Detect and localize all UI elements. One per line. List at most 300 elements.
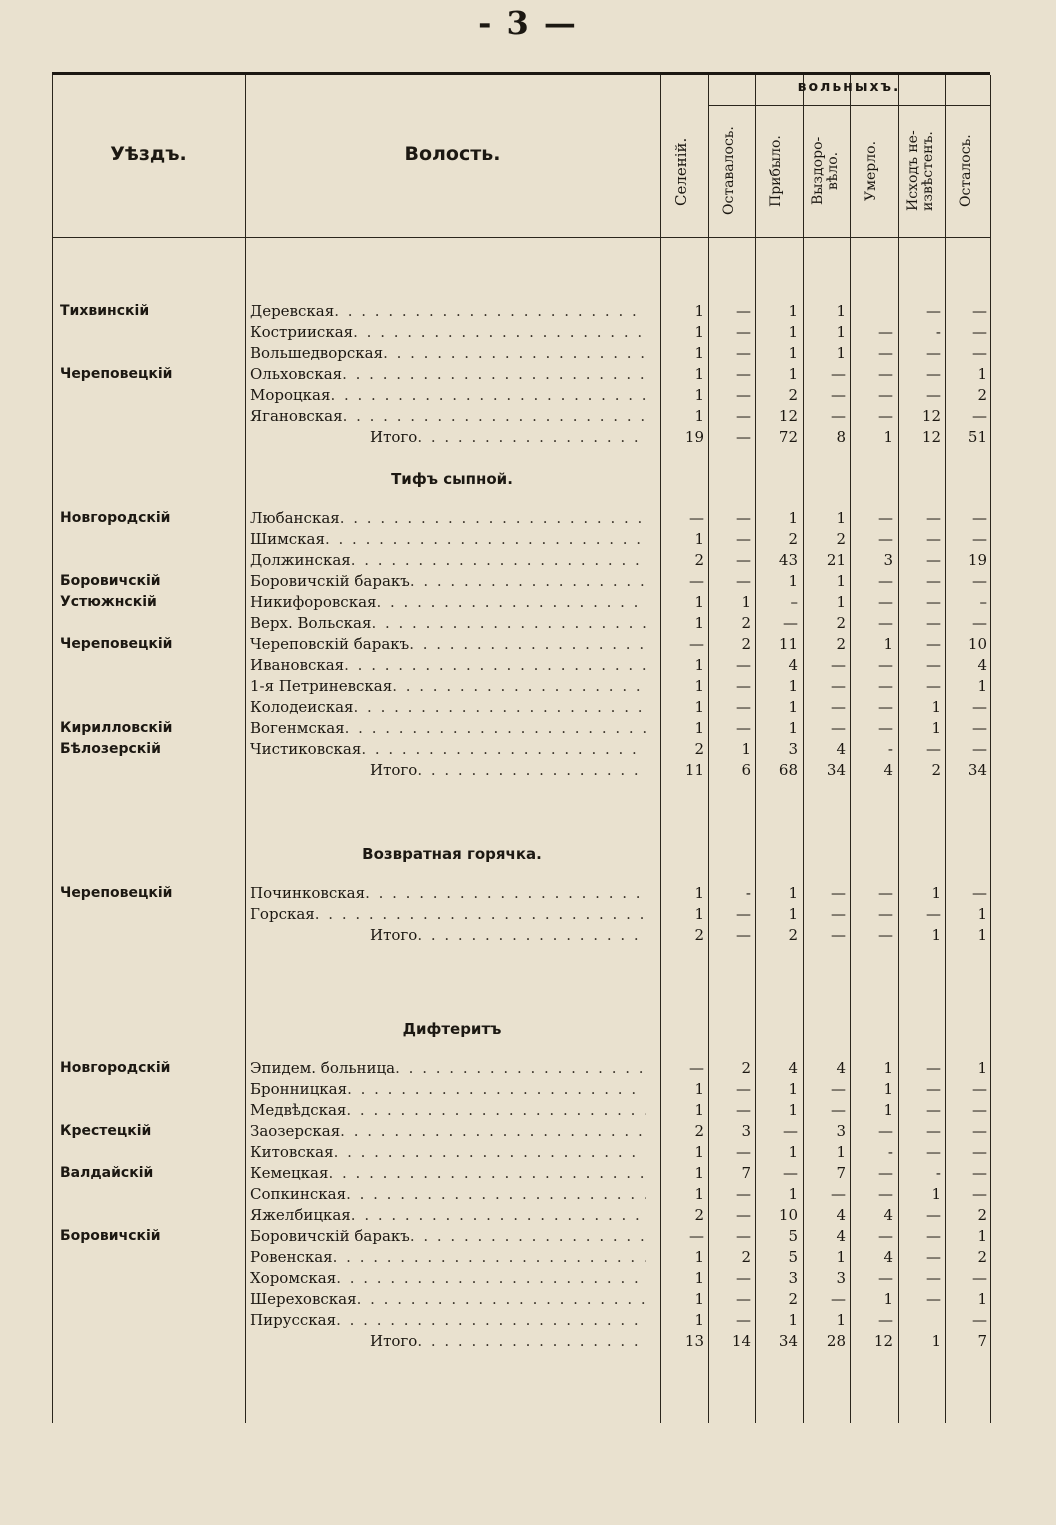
volost-cell: Шимская xyxy=(250,530,325,548)
volost-cell: Ровенская xyxy=(250,1248,333,1266)
value-cell: 4 xyxy=(836,1059,846,1077)
value-cell: 1 xyxy=(883,1290,893,1308)
leader-dots xyxy=(417,427,646,448)
leader-dots xyxy=(383,343,646,364)
value-cell: — xyxy=(736,323,751,341)
uezd-cell: Тихвинскій xyxy=(60,303,150,319)
value-cell: — xyxy=(972,614,987,632)
value-cell: — xyxy=(878,509,893,527)
volost-cell: Починковская xyxy=(250,884,366,902)
value-cell: — xyxy=(972,572,987,590)
leader-dots xyxy=(342,364,646,385)
value-cell: — xyxy=(878,365,893,383)
value-cell: 1 xyxy=(977,677,987,695)
value-cell: — xyxy=(972,509,987,527)
value-cell: 11 xyxy=(778,635,798,653)
table-row xyxy=(52,1268,990,1289)
value-cell: 1 xyxy=(788,1143,798,1161)
value-cell: — xyxy=(736,698,751,716)
leader-dots xyxy=(354,697,647,718)
leader-dots xyxy=(334,301,646,322)
value-cell: - xyxy=(745,884,751,902)
table-row xyxy=(52,1121,990,1142)
table-row xyxy=(52,343,990,364)
value-cell: - xyxy=(887,1143,893,1161)
table-row xyxy=(52,655,990,676)
value-cell: 3 xyxy=(836,1269,846,1287)
value-cell: 51 xyxy=(967,428,987,446)
header-col-6: Осталось. xyxy=(958,134,974,208)
total-label: Итого xyxy=(370,926,418,944)
value-cell: — xyxy=(972,1164,987,1182)
value-cell: — xyxy=(926,1290,941,1308)
uezd-cell: Череповецкій xyxy=(60,636,173,652)
value-cell: – xyxy=(790,593,798,611)
uezd-cell: Бѣлозерскій xyxy=(60,741,161,757)
value-cell: 1 xyxy=(788,719,798,737)
table-row xyxy=(52,613,990,634)
section-title: Тифъ сыпной. xyxy=(391,470,513,488)
value-cell: — xyxy=(736,407,751,425)
value-cell: 2 xyxy=(788,386,798,404)
value-cell: — xyxy=(926,905,941,923)
value-cell: — xyxy=(926,1143,941,1161)
value-cell: — xyxy=(972,719,987,737)
volost-cell: Боровичскій баракъ xyxy=(250,1227,410,1245)
value-cell: — xyxy=(878,884,893,902)
value-cell: – xyxy=(979,593,987,611)
value-cell: — xyxy=(926,1059,941,1077)
value-cell: — xyxy=(972,407,987,425)
leader-dots xyxy=(392,676,646,697)
leader-dots xyxy=(410,1226,646,1247)
page-number: - 3 — xyxy=(478,4,578,42)
value-cell: 2 xyxy=(694,1122,704,1140)
value-cell: 1 xyxy=(694,1248,704,1266)
value-cell: 10 xyxy=(967,635,987,653)
value-cell: — xyxy=(878,656,893,674)
volost-cell: Мороцкая xyxy=(250,386,331,404)
value-cell: — xyxy=(926,344,941,362)
value-cell: 1 xyxy=(788,884,798,902)
table-row xyxy=(52,592,990,613)
value-cell: — xyxy=(878,719,893,737)
value-cell: — xyxy=(972,740,987,758)
header-bolnyh: вольныхъ. xyxy=(797,79,901,95)
value-cell: 8 xyxy=(836,428,846,446)
value-cell: 1 xyxy=(931,1185,941,1203)
value-cell: 1 xyxy=(694,1290,704,1308)
value-cell: — xyxy=(878,593,893,611)
value-cell: — xyxy=(831,926,846,944)
leader-dots xyxy=(357,1289,646,1310)
value-cell: 13 xyxy=(684,1332,704,1350)
value-cell: — xyxy=(736,344,751,362)
leader-dots xyxy=(336,1310,646,1331)
table-row xyxy=(52,1079,990,1100)
value-cell: 68 xyxy=(778,761,798,779)
value-cell: — xyxy=(926,1101,941,1119)
value-cell: — xyxy=(736,656,751,674)
value-cell: 2 xyxy=(836,530,846,548)
value-cell: — xyxy=(878,407,893,425)
volost-cell: Яжелбицкая xyxy=(250,1206,351,1224)
value-cell: 12 xyxy=(873,1332,893,1350)
value-cell: — xyxy=(878,1185,893,1203)
leader-dots xyxy=(336,1268,646,1289)
value-cell: 5 xyxy=(788,1227,798,1245)
value-cell: — xyxy=(926,302,941,320)
header-volost: Волость. xyxy=(404,143,501,165)
value-cell: 1 xyxy=(694,530,704,548)
value-cell: — xyxy=(689,1227,704,1245)
value-cell: - xyxy=(935,1164,941,1182)
value-cell: — xyxy=(831,1101,846,1119)
value-cell: — xyxy=(926,656,941,674)
value-cell: 1 xyxy=(977,1059,987,1077)
header-col-4: Умерло. xyxy=(863,140,879,202)
value-cell: 2 xyxy=(694,740,704,758)
uezd-cell: Валдайскій xyxy=(60,1165,154,1181)
leader-dots xyxy=(340,1121,646,1142)
header-col-2: Прибыло. xyxy=(768,135,784,207)
value-cell: — xyxy=(878,386,893,404)
value-cell: — xyxy=(689,509,704,527)
value-cell: — xyxy=(736,572,751,590)
value-cell: — xyxy=(689,1059,704,1077)
table-row xyxy=(52,571,990,592)
value-cell: — xyxy=(972,1311,987,1329)
value-cell: 1 xyxy=(694,905,704,923)
value-cell: 1 xyxy=(694,1185,704,1203)
value-cell: 1 xyxy=(694,365,704,383)
table-row xyxy=(52,385,990,406)
value-cell: 72 xyxy=(778,428,798,446)
value-cell: 1 xyxy=(694,323,704,341)
value-cell: — xyxy=(831,386,846,404)
volost-cell: Деревская xyxy=(250,302,335,320)
leader-dots xyxy=(361,739,646,760)
volost-cell: Колодеиская xyxy=(250,698,354,716)
leader-dots xyxy=(328,1163,646,1184)
value-cell: — xyxy=(736,905,751,923)
value-cell: — xyxy=(736,1143,751,1161)
leader-dots xyxy=(409,634,646,655)
total-row xyxy=(52,760,990,781)
value-cell: 2 xyxy=(741,1248,751,1266)
leader-dots xyxy=(346,1100,646,1121)
value-cell: 1 xyxy=(788,509,798,527)
value-cell: 2 xyxy=(741,614,751,632)
leader-dots xyxy=(344,655,646,676)
value-cell: 4 xyxy=(883,1206,893,1224)
uezd-cell: Боровичскій xyxy=(60,573,161,589)
leader-dots xyxy=(333,1247,646,1268)
value-cell: 1 xyxy=(836,1248,846,1266)
value-cell: — xyxy=(972,344,987,362)
value-cell: — xyxy=(878,344,893,362)
value-cell: — xyxy=(972,884,987,902)
value-cell: — xyxy=(972,1122,987,1140)
value-cell: 1 xyxy=(694,698,704,716)
value-cell: 1 xyxy=(694,344,704,362)
value-cell: 3 xyxy=(788,740,798,758)
value-cell: — xyxy=(926,635,941,653)
table-row xyxy=(52,718,990,739)
value-cell: — xyxy=(926,1080,941,1098)
leader-dots xyxy=(315,904,646,925)
value-cell: 1 xyxy=(931,698,941,716)
leader-dots xyxy=(417,760,646,781)
value-cell: 1 xyxy=(836,1311,846,1329)
header-col-1: Оставалось. xyxy=(721,126,737,216)
total-row xyxy=(52,1331,990,1352)
value-cell: — xyxy=(736,365,751,383)
value-cell: — xyxy=(926,1269,941,1287)
value-cell: 1 xyxy=(694,1311,704,1329)
value-cell: 4 xyxy=(788,656,798,674)
uezd-cell: Боровичскій xyxy=(60,1228,161,1244)
volost-cell: Верх. Вольская xyxy=(250,614,372,632)
leader-dots xyxy=(365,883,646,904)
value-cell: — xyxy=(878,926,893,944)
value-cell: 2 xyxy=(694,551,704,569)
table-row xyxy=(52,1163,990,1184)
value-cell: — xyxy=(926,740,941,758)
value-cell: 1 xyxy=(788,1080,798,1098)
value-cell: 2 xyxy=(931,761,941,779)
value-cell: 2 xyxy=(741,635,751,653)
table-row xyxy=(52,1184,990,1205)
header-col-3: Выздоро- вѣло. xyxy=(810,136,841,206)
volost-cell: Хоромская xyxy=(250,1269,337,1287)
value-cell: — xyxy=(926,509,941,527)
value-cell: — xyxy=(783,614,798,632)
value-cell: 3 xyxy=(883,551,893,569)
uezd-cell: Череповецкій xyxy=(60,366,173,382)
value-cell: 1 xyxy=(694,1080,704,1098)
table-row xyxy=(52,1205,990,1226)
table-row xyxy=(52,406,990,427)
leader-dots xyxy=(395,1058,646,1079)
volost-cell: 1-я Петриневская xyxy=(250,677,393,695)
value-cell: — xyxy=(972,1101,987,1119)
value-cell: 4 xyxy=(836,740,846,758)
value-cell: 1 xyxy=(788,698,798,716)
table-row xyxy=(52,1142,990,1163)
volost-cell: Медвѣдская xyxy=(250,1101,347,1119)
leader-dots xyxy=(410,571,646,592)
value-cell: — xyxy=(831,656,846,674)
value-cell: 28 xyxy=(826,1332,846,1350)
value-cell: — xyxy=(878,698,893,716)
value-cell: 1 xyxy=(977,926,987,944)
leader-dots xyxy=(351,550,646,571)
value-cell: — xyxy=(736,551,751,569)
total-label: Итого xyxy=(370,428,418,446)
value-cell: — xyxy=(926,365,941,383)
value-cell: 1 xyxy=(977,905,987,923)
value-cell: — xyxy=(926,1227,941,1245)
value-cell: 1 xyxy=(694,884,704,902)
value-cell: 1 xyxy=(836,593,846,611)
table-row xyxy=(52,883,990,904)
value-cell: — xyxy=(736,1206,751,1224)
leader-dots xyxy=(325,529,646,550)
total-label: Итого xyxy=(370,761,418,779)
value-cell: — xyxy=(736,677,751,695)
value-cell: — xyxy=(831,698,846,716)
uezd-cell: Новгородскій xyxy=(60,510,171,526)
value-cell: — xyxy=(878,1227,893,1245)
value-cell: — xyxy=(972,530,987,548)
value-cell: 12 xyxy=(778,407,798,425)
volost-cell: Пирусская xyxy=(250,1311,337,1329)
value-cell: 1 xyxy=(694,614,704,632)
value-cell: 4 xyxy=(836,1227,846,1245)
value-cell: 1 xyxy=(694,1164,704,1182)
value-cell: 34 xyxy=(778,1332,798,1350)
table-row xyxy=(52,1247,990,1268)
value-cell: — xyxy=(926,1248,941,1266)
table-row xyxy=(52,634,990,655)
volost-cell: Никифоровская xyxy=(250,593,377,611)
value-cell: 1 xyxy=(788,323,798,341)
value-cell: 1 xyxy=(883,1101,893,1119)
total-label: Итого xyxy=(370,1332,418,1350)
value-cell: — xyxy=(878,530,893,548)
value-cell: 3 xyxy=(788,1269,798,1287)
leader-dots xyxy=(417,1331,646,1352)
value-cell: 2 xyxy=(694,926,704,944)
value-cell: 19 xyxy=(684,428,704,446)
volost-cell: Ивановская xyxy=(250,656,345,674)
value-cell: 2 xyxy=(836,614,846,632)
value-cell: — xyxy=(972,1143,987,1161)
value-cell: — xyxy=(926,677,941,695)
value-cell: 2 xyxy=(836,635,846,653)
value-cell: 1 xyxy=(931,884,941,902)
value-cell: 19 xyxy=(967,551,987,569)
value-cell: — xyxy=(926,593,941,611)
value-cell: — xyxy=(831,1080,846,1098)
value-cell: 2 xyxy=(788,530,798,548)
section-title: Дифтеритъ xyxy=(402,1020,502,1038)
value-cell: — xyxy=(736,386,751,404)
volost-cell: Китовская xyxy=(250,1143,334,1161)
value-cell: 1 xyxy=(977,1290,987,1308)
value-cell: — xyxy=(972,1185,987,1203)
value-cell: 1 xyxy=(788,677,798,695)
table-row xyxy=(52,1058,990,1079)
value-cell: — xyxy=(736,1311,751,1329)
value-cell: 1 xyxy=(694,677,704,695)
table-row xyxy=(52,364,990,385)
value-cell: — xyxy=(736,1290,751,1308)
table-row xyxy=(52,322,990,343)
total-row xyxy=(52,925,990,946)
volost-cell: Должинская xyxy=(250,551,351,569)
value-cell: 1 xyxy=(883,1080,893,1098)
volost-cell: Любанская xyxy=(250,509,340,527)
value-cell: 1 xyxy=(883,1059,893,1077)
value-cell: 1 xyxy=(694,593,704,611)
value-cell: 1 xyxy=(836,572,846,590)
value-cell: 6 xyxy=(741,761,751,779)
value-cell: — xyxy=(736,1269,751,1287)
volost-cell: Сопкинская xyxy=(250,1185,347,1203)
value-cell: 34 xyxy=(967,761,987,779)
value-cell: — xyxy=(878,677,893,695)
value-cell: — xyxy=(831,905,846,923)
table-row xyxy=(52,1226,990,1247)
value-cell: — xyxy=(878,1164,893,1182)
value-cell: — xyxy=(831,1290,846,1308)
volost-cell: Вогенмская xyxy=(250,719,345,737)
value-cell: — xyxy=(972,698,987,716)
volost-cell: Эпидем. больница xyxy=(250,1059,396,1077)
value-cell: 1 xyxy=(788,1101,798,1119)
value-cell: 1 xyxy=(694,407,704,425)
value-cell: 1 xyxy=(836,323,846,341)
leader-dots xyxy=(351,1205,646,1226)
value-cell: 2 xyxy=(977,386,987,404)
value-cell: 21 xyxy=(826,551,846,569)
value-cell: 1 xyxy=(694,656,704,674)
value-cell: — xyxy=(736,1101,751,1119)
uezd-cell: Череповецкій xyxy=(60,885,173,901)
value-cell: — xyxy=(878,1122,893,1140)
leader-dots xyxy=(417,925,646,946)
value-cell: — xyxy=(878,323,893,341)
value-cell: 1 xyxy=(741,593,751,611)
header-col-5: Исходъ не- извѣстенъ. xyxy=(905,130,936,212)
value-cell: 4 xyxy=(883,761,893,779)
value-cell: 7 xyxy=(741,1164,751,1182)
value-cell: 2 xyxy=(977,1206,987,1224)
leader-dots xyxy=(345,718,646,739)
value-cell: 10 xyxy=(778,1206,798,1224)
value-cell: — xyxy=(926,530,941,548)
leader-dots xyxy=(371,613,646,634)
table-row xyxy=(52,697,990,718)
uezd-cell: Новгородскій xyxy=(60,1060,171,1076)
value-cell: 2 xyxy=(694,1206,704,1224)
value-cell: 12 xyxy=(921,428,941,446)
value-cell: — xyxy=(736,509,751,527)
value-cell: 1 xyxy=(836,1143,846,1161)
total-row xyxy=(52,427,990,448)
value-cell: — xyxy=(972,323,987,341)
value-cell: — xyxy=(878,614,893,632)
value-cell: — xyxy=(783,1122,798,1140)
value-cell: — xyxy=(689,635,704,653)
value-cell: 1 xyxy=(694,1143,704,1161)
value-cell: — xyxy=(736,1080,751,1098)
value-cell: — xyxy=(736,926,751,944)
value-cell: — xyxy=(926,386,941,404)
table-row xyxy=(52,550,990,571)
epidemic-table xyxy=(52,72,990,1423)
value-cell: 1 xyxy=(694,386,704,404)
section-title: Возвратная горячка. xyxy=(362,845,542,863)
volost-cell: Заозерская xyxy=(250,1122,341,1140)
value-cell: — xyxy=(831,407,846,425)
table-row xyxy=(52,508,990,529)
value-cell: 1 xyxy=(788,1311,798,1329)
value-cell: — xyxy=(783,1164,798,1182)
value-cell: 1 xyxy=(836,509,846,527)
